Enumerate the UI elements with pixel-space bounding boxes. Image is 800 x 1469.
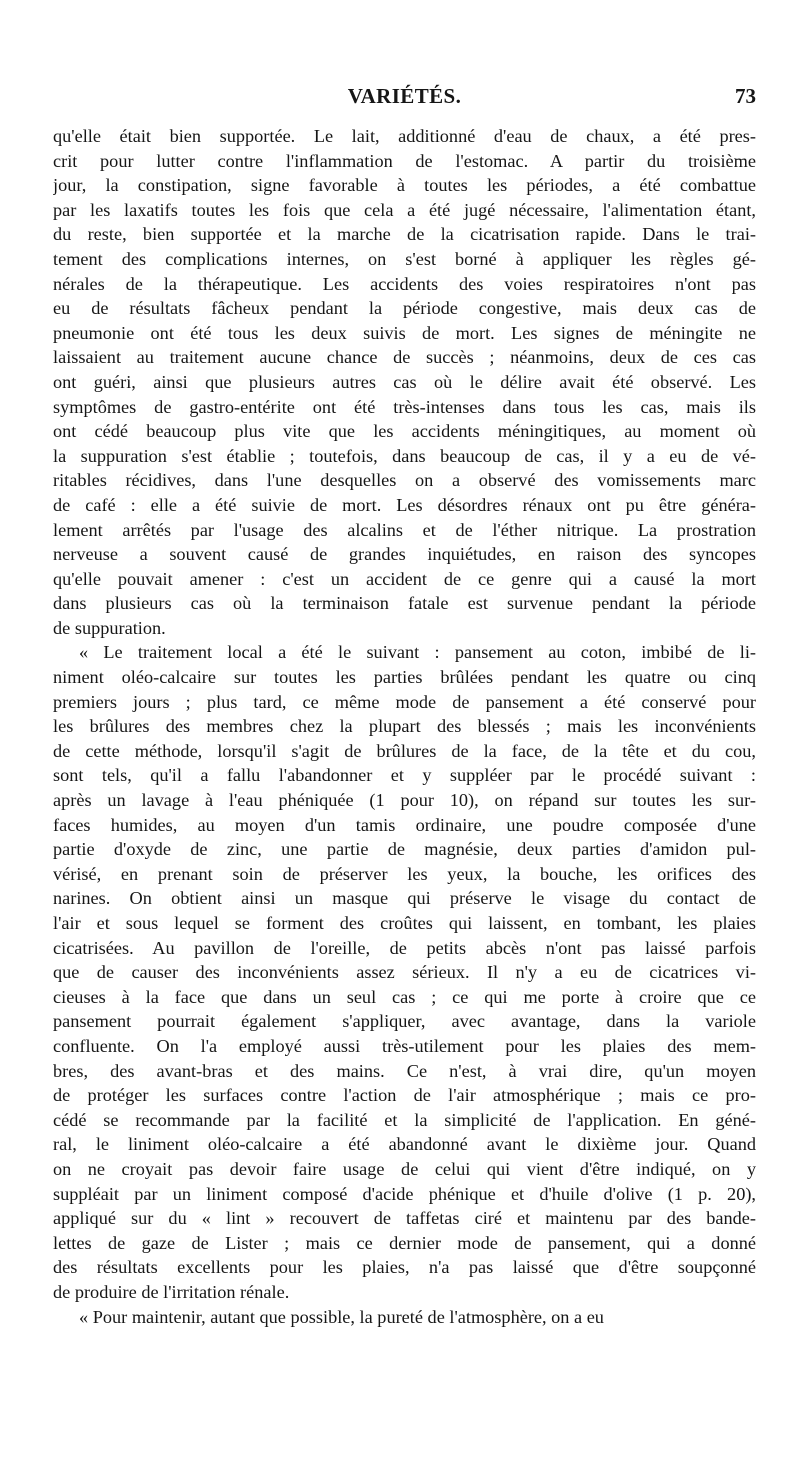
text-line: niment oléo-calcaire sur toutes les parties brûlées pendant les quatre ou cinq [53, 667, 756, 688]
text-line: ritables récidives, dans l'une desquelles on a observé des vomissements marc [53, 470, 756, 491]
text-line: narines. On obtient ainsi un masque qui préserve le visage du contact de [53, 888, 756, 909]
running-title: VARIÉTÉS. [347, 84, 462, 108]
text-line: « Le traitement local a été le suivant : pansement au coton, imbibé de li- [79, 642, 756, 663]
running-head [53, 84, 756, 114]
text-line: nerveuse a souvent causé de grandes inquiétudes, en raison des syncopes [53, 544, 756, 565]
text-line: premiers jours ; plus tard, ce même mode de pansement a été conservé pour [53, 691, 756, 712]
text-line: qu'elle pouvait amener : c'est un accident de ce genre qui a causé la mort [53, 568, 756, 589]
text-line: laissaient au traitement aucune chance de succès ; néanmoins, deux de ces cas [53, 347, 756, 368]
paragraph [53, 640, 756, 1304]
body-text [53, 124, 756, 1329]
text-line: lement arrêtés par l'usage des alcalins et de l'éther nitrique. La prostration [53, 519, 756, 540]
text-line: du reste, bien supportée et la marche de la cicatrisation rapide. Dans le trai- [53, 224, 756, 245]
text-line: de suppuration. [53, 617, 166, 638]
text-line: ral, le liniment oléo-calcaire a été abandonné avant le dixième jour. Quand [53, 1134, 756, 1155]
text-line: « Pour maintenir, autant que possible, la pureté de l'atmosphère, on a eu [79, 1306, 604, 1327]
text-line: crit pour lutter contre l'inflammation de l'estomac. A partir du troisième [53, 150, 756, 171]
text-line: l'air et sous lequel se forment des croûtes qui laissent, en tombant, les plaies [53, 913, 756, 933]
text-line: de cette méthode, lorsqu'il s'agit de brûlures de la face, de la tête et du cou, [53, 740, 756, 761]
paragraph [53, 1305, 756, 1330]
text-line: ont guéri, ainsi que plusieurs autres cas où le délire avait été observé. Les [53, 371, 756, 392]
text-line: après un lavage à l'eau phéniquée (1 pour 10), on répand sur toutes les sur- [53, 790, 756, 811]
text-line: pansement pourrait également s'appliquer, avec avantage, dans la variole [53, 1011, 756, 1032]
text-line: que de causer des inconvénients assez sérieux. Il n'y a eu de cicatrices vi- [53, 962, 756, 983]
text-line: cicatrisées. Au pavillon de l'oreille, de petits abcès n'ont pas laissé parfois [53, 937, 756, 958]
text-line: pneumonie ont été tous les deux suivis de mort. Les signes de méningite ne [53, 322, 756, 343]
page-number: 73 [735, 84, 756, 108]
text-line: jour, la constipation, signe favorable à toutes les périodes, a été combattue [53, 175, 756, 196]
text-line: sont tels, qu'il a fallu l'abandonner et y suppléer par le procédé suivant : [53, 765, 756, 786]
paragraph [53, 124, 756, 640]
text-line: vérisé, en prenant soin de préserver les yeux, la bouche, les orifices des [53, 863, 756, 884]
text-line: bres, des avant-bras et des mains. Ce n'est, à vrai dire, qu'un moyen [53, 1060, 756, 1081]
text-line: de café : elle a été suivie de mort. Les désordres rénaux ont pu être généra- [53, 494, 756, 515]
text-line: la suppuration s'est établie ; toutefois, dans beaucoup de cas, il y a eu de vé- [53, 445, 756, 466]
text-line: de produire de l'irritation rénale. [53, 1281, 290, 1302]
text-line: appliqué sur du « lint » recouvert de taffetas ciré et maintenu par des bande- [53, 1208, 756, 1229]
text-line: partie d'oxyde de zinc, une partie de magnésie, deux parties d'amidon pul- [53, 839, 756, 860]
text-line: qu'elle était bien supportée. Le lait, additionné d'eau de chaux, a été pres- [53, 126, 756, 146]
text-line: confluente. On l'a employé aussi très-utilement pour les plaies des mem- [53, 1035, 756, 1056]
text-line: par les laxatifs toutes les fois que cela a été jugé nécessaire, l'alimentation étant, [53, 199, 756, 220]
text-line: des résultats excellents pour les plaies, n'a pas laissé que d'être soupçonné [53, 1257, 756, 1278]
text-line: dans plusieurs cas où la terminaison fatale est survenue pendant la période [53, 593, 756, 614]
text-line: suppléait par un liniment composé d'acide phénique et d'huile d'olive (1 p. 20), [53, 1183, 756, 1204]
text-line: cédé se recommande par la facilité et la simplicité de l'application. En géné- [53, 1109, 756, 1130]
text-line: on ne croyait pas devoir faire usage de celui qui vient d'être indiqué, on y [53, 1158, 756, 1179]
text-line: tement des complications internes, on s'est borné à appliquer les règles gé- [53, 248, 756, 269]
text-line: faces humides, au moyen d'un tamis ordinaire, une poudre composée d'une [53, 814, 756, 835]
text-line: eu de résultats fâcheux pendant la période congestive, mais deux cas de [53, 298, 756, 319]
text-line: symptômes de gastro-entérite ont été très-intenses dans tous les cas, mais ils [53, 396, 756, 417]
text-line: nérales de la thérapeutique. Les accidents des voies respiratoires n'ont pas [53, 273, 756, 294]
text-line: de protéger les surfaces contre l'action de l'air atmosphérique ; mais ce pro- [53, 1085, 756, 1106]
text-line: ont cédé beaucoup plus vite que les accidents méningitiques, au moment où [53, 421, 756, 442]
text-line: cieuses à la face que dans un seul cas ; ce qui me porte à croire que ce [53, 986, 756, 1007]
text-line: lettes de gaze de Lister ; mais ce dernier mode de pansement, qui a donné [53, 1232, 756, 1253]
text-line: les brûlures des membres chez la plupart des blessés ; mais les inconvénients [53, 716, 756, 737]
